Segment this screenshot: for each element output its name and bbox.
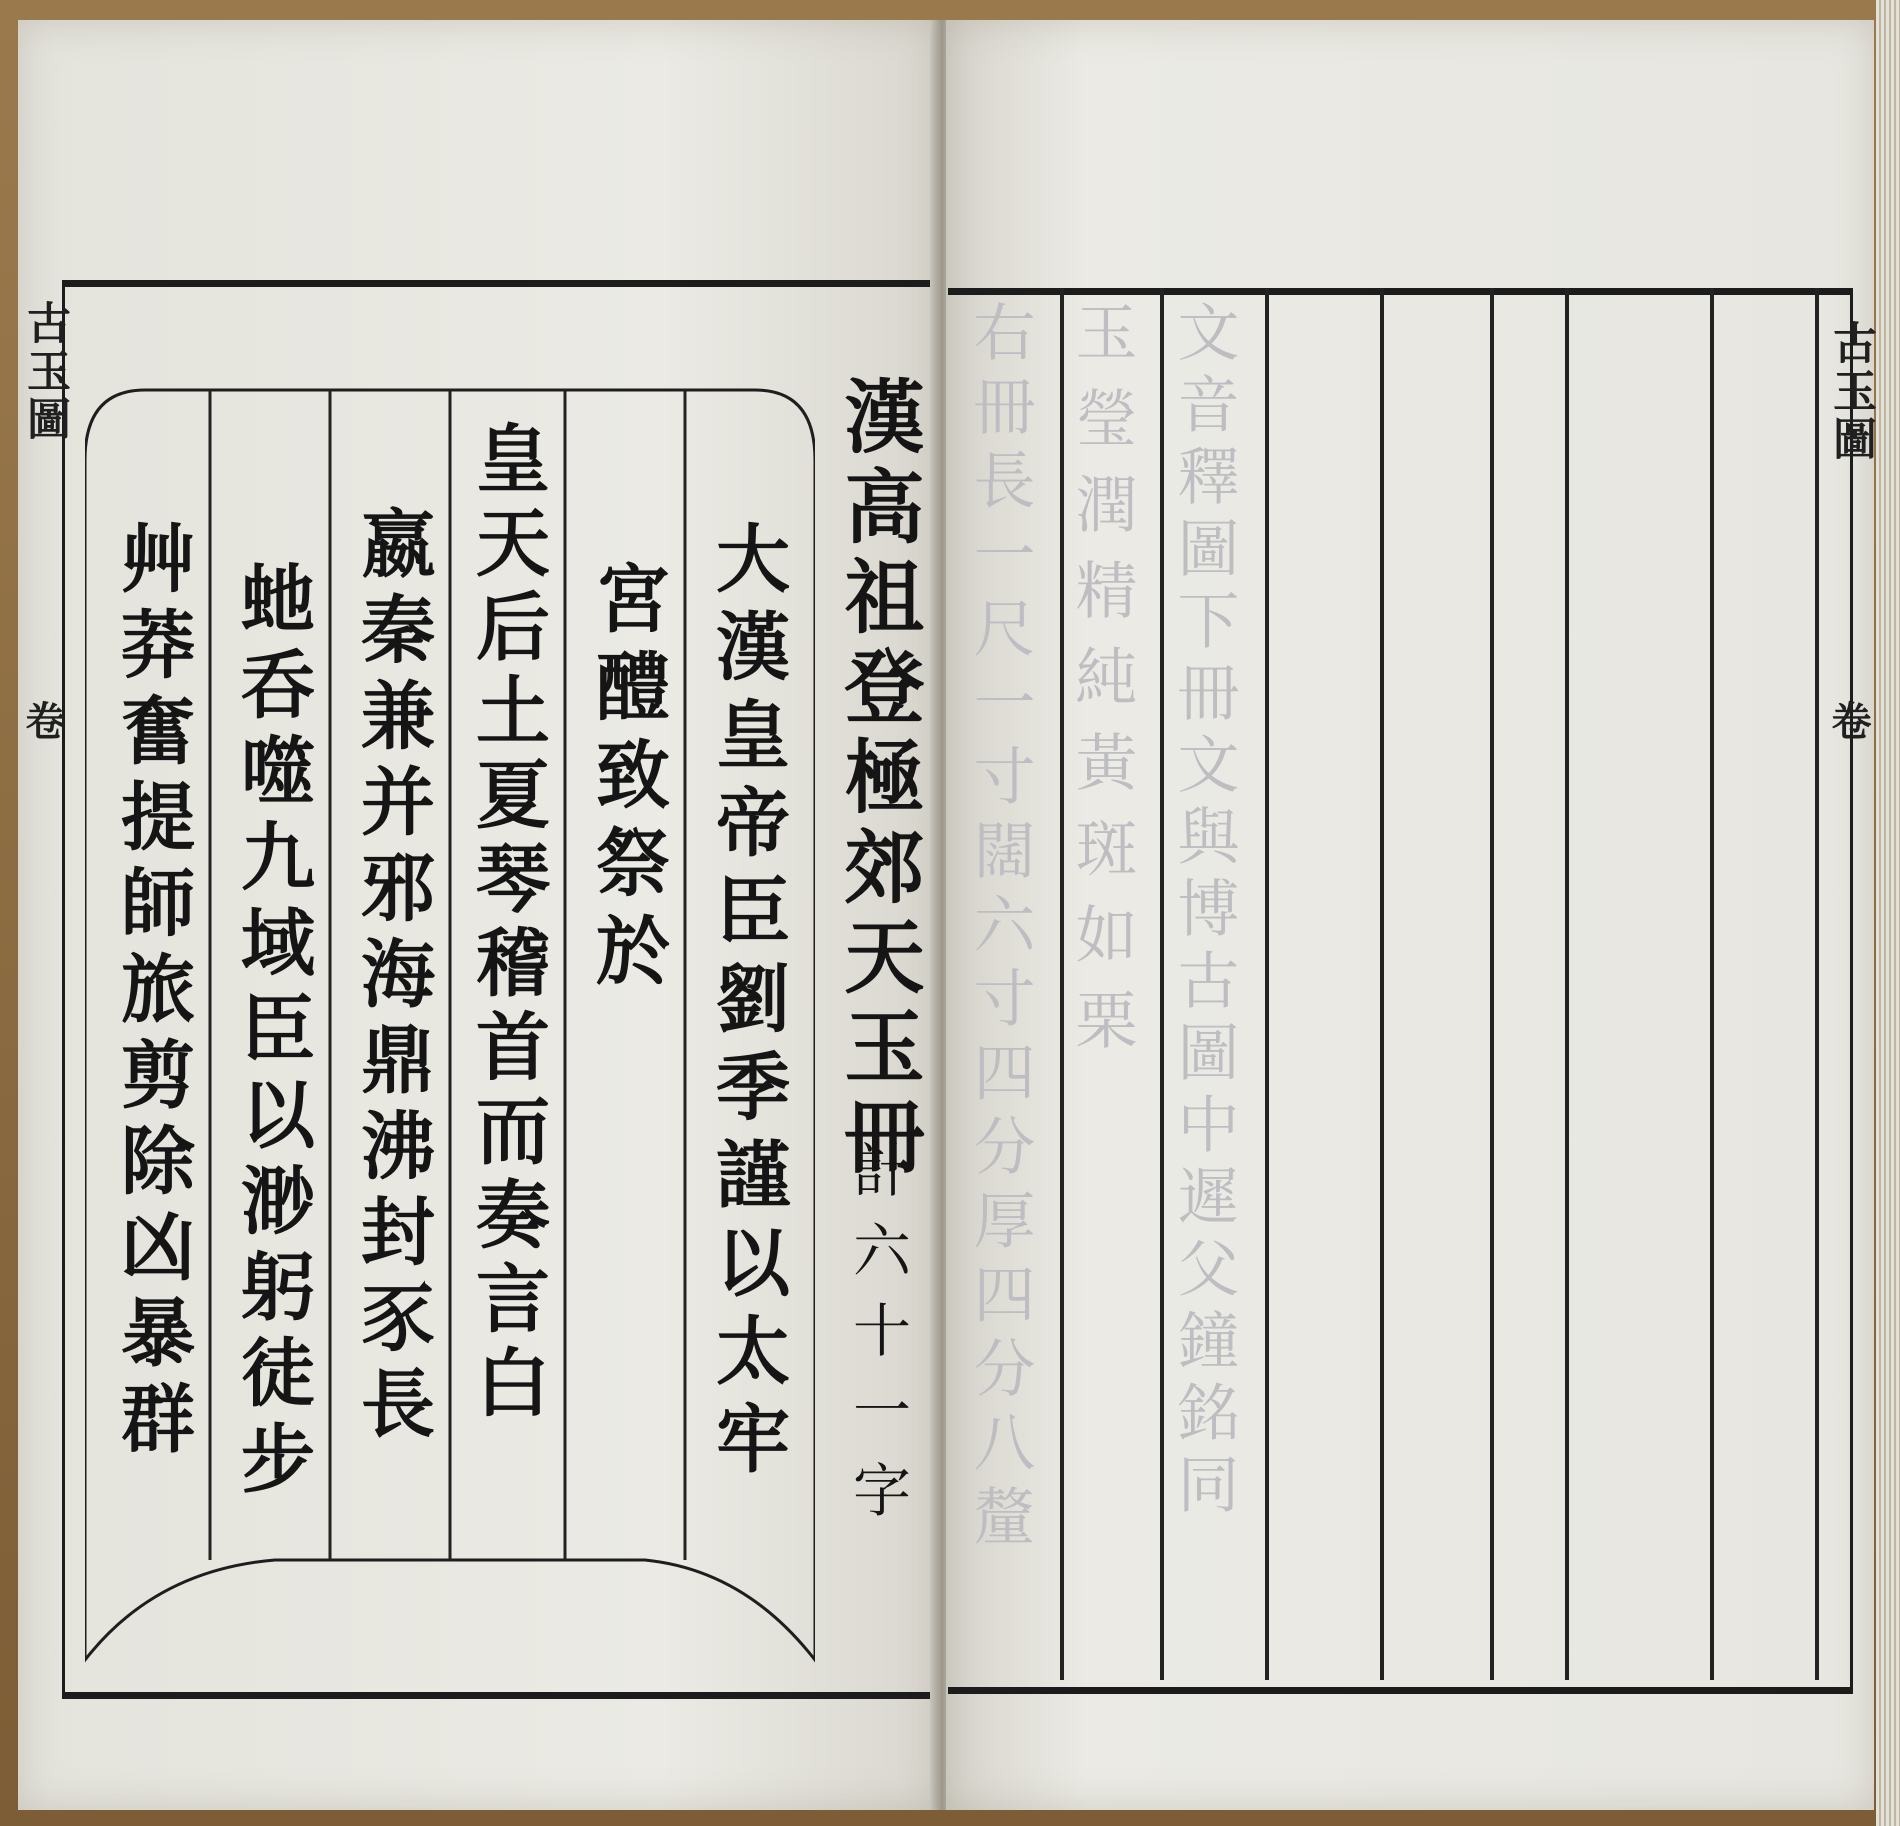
right-column-2: 玉瑩潤精純黃斑如栗	[1065, 300, 1138, 1074]
right-chapter-marker: 卷	[1825, 700, 1872, 740]
left-chapter-marker: 卷	[19, 700, 66, 740]
column-rule	[1710, 288, 1714, 1680]
inscription-column-2: 宮醴致祭於	[584, 560, 670, 1000]
column-rule	[1380, 288, 1384, 1680]
right-column-3: 文音釋圖下冊文與博古圖中遲父鐘銘同	[1167, 300, 1240, 1524]
right-running-title: 古玉圖	[1825, 320, 1876, 464]
character-count: 計六十一字	[843, 1140, 911, 1540]
column-rule	[1060, 288, 1064, 1680]
inscription-column-4: 嬴秦兼并邪海鼎沸封豕長	[349, 505, 435, 1451]
inscription-column-6: 艸莽奮提師旅剪除凶暴群	[109, 520, 195, 1466]
column-rule	[1265, 288, 1269, 1680]
column-rule	[1815, 288, 1819, 1680]
page-edges	[1876, 0, 1900, 1826]
inscription-column-3: 皇天后土夏琴稽首而奏言白	[464, 420, 550, 1428]
inscription-column-5: 虵呑噬九域臣以渺躬徒步	[229, 560, 315, 1506]
left-running-title: 古玉圖	[19, 300, 70, 444]
column-rule	[1490, 288, 1494, 1680]
column-rule	[1160, 288, 1164, 1680]
tablet-title: 漢高祖登極郊天玉冊	[831, 375, 925, 1185]
right-column-1: 右冊長一尺一寸闊六寸四分厚四分八釐	[963, 300, 1036, 1558]
inscription-column-1: 大漢皇帝臣劉季謹以太牢	[704, 520, 790, 1488]
column-rule	[1565, 288, 1569, 1680]
